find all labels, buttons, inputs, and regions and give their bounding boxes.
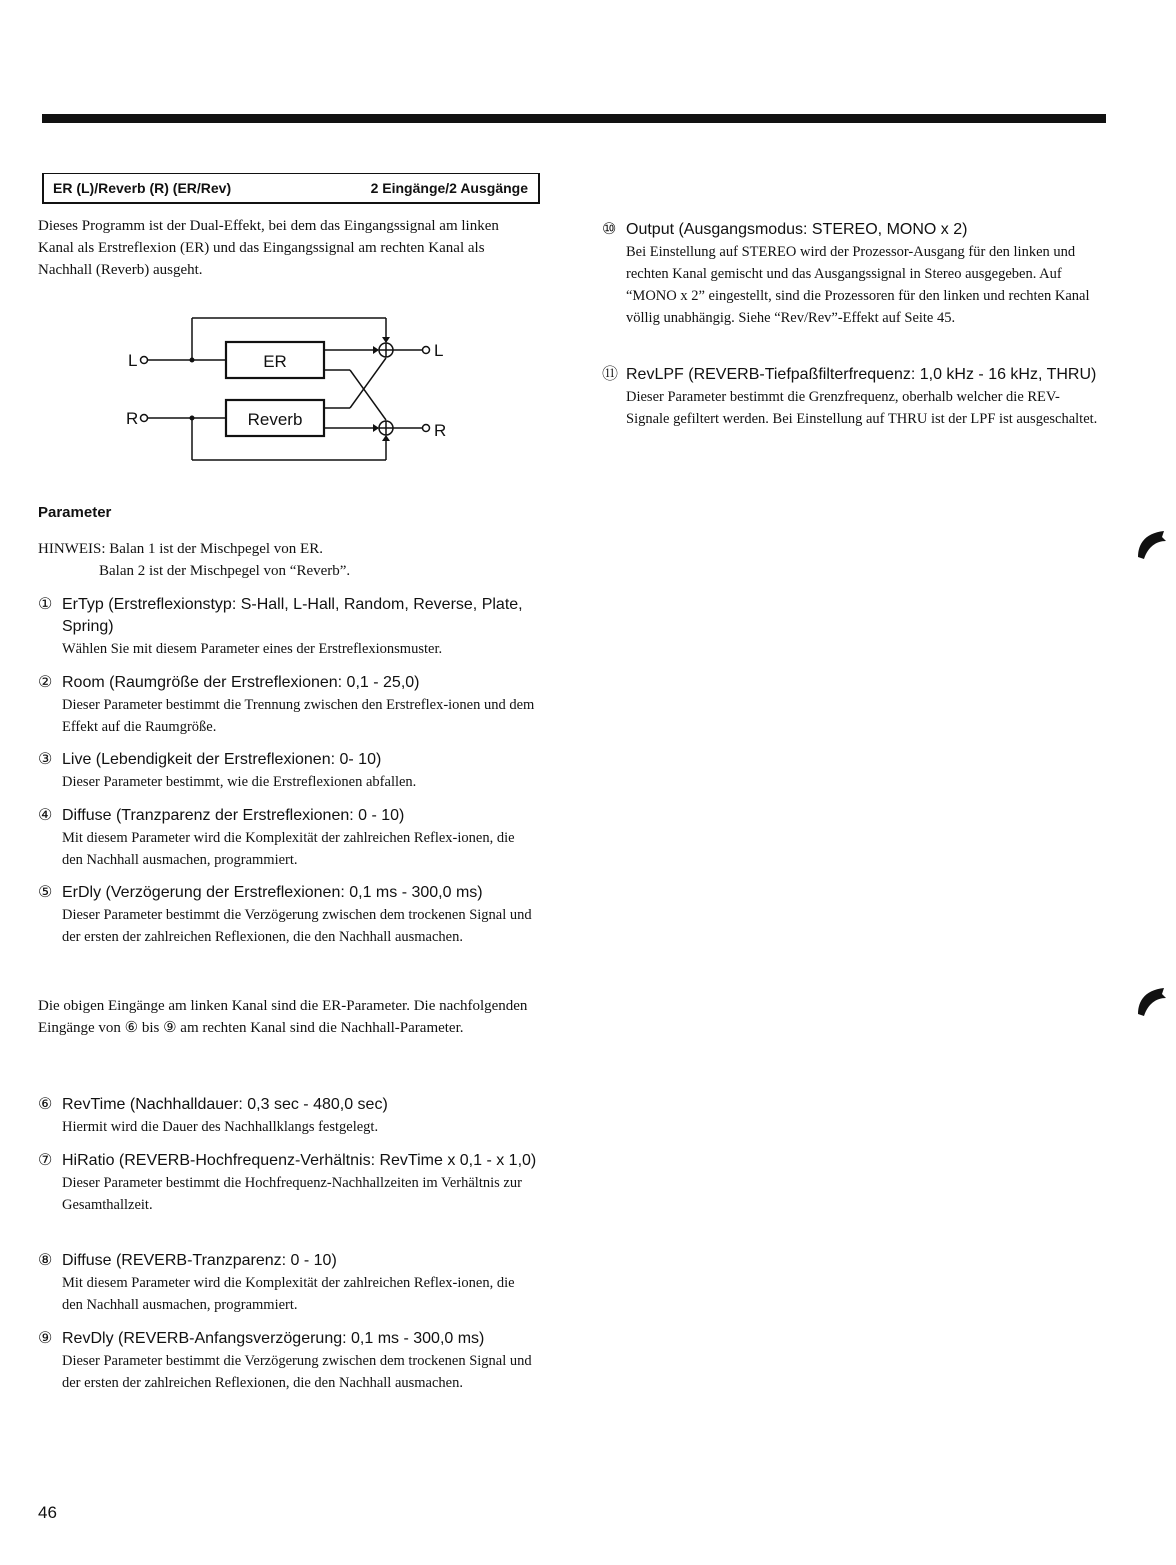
param-item-2 [38,672,538,738]
param-title: RevDly (REVERB-Anfangsverzögerung: 0,1 ms - 300,0 ms) [62,1330,485,1347]
param-desc: Dieser Parameter bestimmt die Trennung zwischen den Erstreflex-ionen und dem Effekt auf die Raumgröße. [62,697,535,735]
param-title: Room (Raumgröße der Erstreflexionen: 0,1 - 25,0) [62,674,420,691]
param-number: ⑩ [602,221,617,238]
input-r-label: R [126,409,139,428]
output-l-jack [423,347,430,354]
param-title: Diffuse (REVERB-Tranzparenz: 0 - 10) [62,1252,337,1269]
param-desc: Hiermit wird die Dauer des Nachhallklangs festgelegt. [62,1119,379,1135]
param-number: ⑤ [38,884,53,901]
param-title: Diffuse (Tranzparenz der Erstreflexionen: 0 - 10) [62,807,405,824]
program-title-box [42,173,540,204]
program-io: 2 Eingänge/2 Ausgänge [370,180,528,196]
param-desc: Wählen Sie mit diesem Parameter eines der Erstreflexionsmuster. [62,641,443,657]
top-rule [42,114,1106,123]
hinweis-note [38,538,350,582]
reverb-block-label: Reverb [247,410,303,429]
param-item-6 [38,1094,538,1138]
param-number: ⑥ [38,1096,53,1113]
param-item-3 [38,749,538,793]
hinweis-line-1: HINWEIS: Balan 1 ist der Mischpegel von ER. [38,541,323,557]
param-number: ② [38,674,53,691]
param-title: ErDly (Verzögerung der Erstreflexionen: 0,1 ms - 300,0 ms) [62,884,483,901]
param-desc: Bei Einstellung auf STEREO wird der Prozessor-Ausgang für den linken und rechten Kanal gemischt und das Ausgangssignal in Stereo ausgegeben. Auf “MONO x 2” eingestellt, sind die Prozessoren für den linken und rechten Kanal völlig unabhängig. Siehe “Rev/Rev”-Effekt auf Seite 45. [626,244,1090,326]
margin-mark-icon [1134,527,1168,561]
input-l-label: L [128,351,138,370]
parameter-heading: Parameter [38,504,112,521]
param-desc: Mit diesem Parameter wird die Komplexität der zahlreichen Reflex-ionen, die den Nachhall ausmachen, programmiert. [62,1275,515,1313]
param-item-10 [602,219,1102,329]
signal-flow-diagram [110,300,470,470]
program-title: ER (L)/Reverb (R) (ER/Rev) [53,180,232,196]
param-number: ③ [38,751,53,768]
param-desc: Mit diesem Parameter wird die Komplexität der zahlreichen Reflex-ionen, die den Nachhall ausmachen, programmiert. [62,830,515,868]
param-number: ⑨ [38,1330,53,1347]
output-r-label: R [434,421,447,440]
input-l-jack [141,357,148,364]
param-item-9 [38,1328,538,1394]
param-title: ErTyp (Erstreflexionstyp: S-Hall, L-Hall, Random, Reverse, Plate, Spring) [62,596,523,635]
param-number: ⑧ [38,1252,53,1269]
param-desc: Dieser Parameter bestimmt die Verzögerung zwischen dem trockenen Signal und der ersten der zahlreichen Reflexionen, die den Nachhall ausmachen. [62,1353,532,1391]
output-r-jack [423,425,430,432]
param-title: Live (Lebendigkeit der Erstreflexionen: 0- 10) [62,751,382,768]
margin-mark-icon [1134,984,1168,1018]
param-item-1 [38,594,538,660]
param-desc: Dieser Parameter bestimmt, wie die Erstreflexionen abfallen. [62,774,417,790]
param-item-7 [38,1150,538,1216]
er-reverb-note: Die obigen Eingänge am linken Kanal sind die ER-Parameter. Die nachfolgenden Eingänge von ⑥ bis ⑨ am rechten Kanal sind die Nachhall-Parameter. [38,998,528,1036]
param-desc: Dieser Parameter bestimmt die Grenzfrequenz, oberhalb welcher die REV-Signale gefiltert werden. Bei Einstellung auf THRU ist der LPF ist ausgeschaltet. [626,389,1098,427]
param-title: RevLPF (REVERB-Tiefpaßfilterfrequenz: 1,0 kHz - 16 kHz, THRU) [626,366,1097,383]
input-r-jack [141,415,148,422]
param-number: ⑪ [602,366,619,383]
param-title: RevTime (Nachhalldauer: 0,3 sec - 480,0 sec) [62,1096,388,1113]
param-item-5 [38,882,538,948]
intro-paragraph: Dieses Programm ist der Dual-Effekt, bei dem das Eingangssignal am linken Kanal als Erstreflexion (ER) und das Eingangssignal am rechten Kanal als Nachhall (Reverb) ausgeht. [38,218,499,278]
er-block-label: ER [263,352,287,371]
hinweis-line-2: Balan 2 ist der Mischpegel von “Reverb”. [99,563,351,579]
param-number: ④ [38,807,53,824]
param-title: HiRatio (REVERB-Hochfrequenz-Verhältnis: RevTime x 0,1 - x 1,0) [62,1152,537,1169]
param-number: ⑦ [38,1152,53,1169]
param-number: ① [38,596,53,613]
page-number: 46 [38,1503,57,1522]
output-l-label: L [434,341,444,360]
param-item-8 [38,1250,538,1316]
param-title: Output (Ausgangsmodus: STEREO, MONO x 2) [626,221,968,238]
param-item-4 [38,805,538,871]
param-item-11 [602,364,1102,430]
param-desc: Dieser Parameter bestimmt die Hochfrequenz-Nachhallzeiten im Verhältnis zur Gesamthallzeit. [62,1175,522,1213]
param-desc: Dieser Parameter bestimmt die Verzögerung zwischen dem trockenen Signal und der ersten der zahlreichen Reflexionen, die den Nachhall ausmachen. [62,907,532,945]
